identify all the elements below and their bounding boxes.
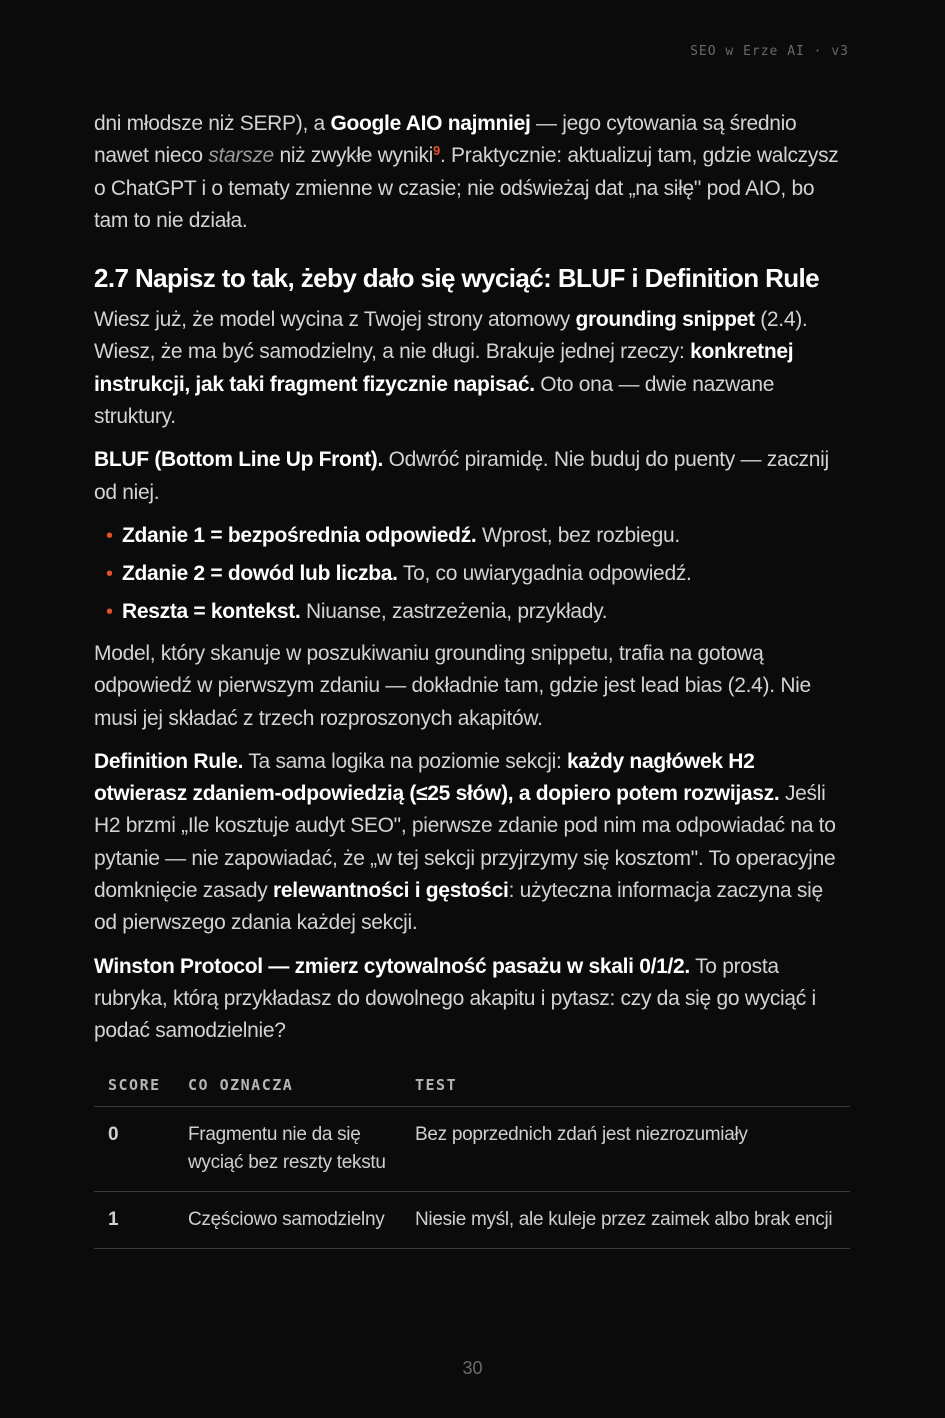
section-heading: 2.7 Napisz to tak, żeby dało się wyciąć: BLUF i Definition Rule <box>94 263 820 294</box>
paragraph-model: Model, który skanuje w poszukiwaniu grounding snippetu, trafia na gotową odpowiedź w pierwszym zdaniu — dokładnie tam, gdzie jest lead bias (2.4). Nie musi jej składać z trzech rozproszonych akapitów. <box>94 641 811 730</box>
score-cell: 1 <box>94 1191 174 1248</box>
page-content <box>94 108 850 1249</box>
table-header-row <box>94 1076 850 1107</box>
paragraph-definition-rule: Definition Rule. Ta sama logika na poziomie sekcji: każdy nagłówek H2 otwierasz zdaniem-odpowiedzią (≤25 słów), a dopiero potem rozwijasz. Jeśli H2 brzmi „Ile kosztuje audyt SEO", pierwsze zdanie pod nim ma odpowiadać na to pytanie — nie zapowiadać, że „w tej sekcji przyjrzymy się kosztom". To operacyjne domknięcie zasady relewantności i gęstości: użyteczna informacja zaczyna się od pierwszego zdania każdej sekcji. <box>94 749 836 935</box>
score-cell: 0 <box>94 1106 174 1191</box>
paragraph-winston: Winston Protocol — zmierz cytowalność pasażu w skali 0/1/2. To prosta rubryka, którą przykładasz do dowolnego akapitu i pytasz: czy da się go wyciąć i podać samodzielnie? <box>94 954 816 1043</box>
list-item: • Zdanie 2 = dowód lub liczba. To, co uwiarygadnia odpowiedź. <box>106 558 850 590</box>
intro-paragraph: dni młodsze niż SERP), a Google AIO najmniej — jego cytowania są średnio nawet nieco starsze niż zwykłe wyniki$^9$. Praktycznie: aktualizuj tam, gdzie walczysz o ChatGPT i o tematy zmienne w czasie; nie odświeżaj dat „na siłę" pod AIO, bo tam to nie działa. <box>94 112 839 232</box>
column-header-meaning: CO OZNACZA <box>174 1076 401 1107</box>
bullet-icon: • <box>106 562 113 585</box>
bluf-list <box>106 520 850 628</box>
test-cell: Bez poprzednich zdań jest niezrozumiały <box>401 1106 850 1191</box>
bullet-icon: • <box>106 600 113 623</box>
page-number: 30 <box>462 1358 483 1378</box>
table-row <box>94 1191 850 1248</box>
footnote-marker[interactable]: 9 <box>433 143 440 159</box>
table-row <box>94 1106 850 1191</box>
test-cell: Niesie myśl, ale kuleje przez zaimek albo brak encji <box>401 1191 850 1248</box>
column-header-score: SCORE <box>94 1076 174 1107</box>
bullet-icon: • <box>106 524 113 547</box>
meaning-cell: Częściowo samodzielny <box>174 1191 401 1248</box>
meaning-cell: Fragmentu nie da się wyciąć bez reszty tekstu <box>174 1106 401 1191</box>
paragraph-grounding: Wiesz już, że model wycina z Twojej strony atomowy grounding snippet (2.4). Wiesz, że ma być samodzielny, a nie długi. Brakuje jednej rzeczy: konkretnej instrukcji, jak taki fragment fizycznie napisać. Oto ona — dwie nazwane struktury. <box>94 308 808 429</box>
list-item: • Reszta = kontekst. Niuanse, zastrzeżenia, przykłady. <box>106 596 850 628</box>
list-item: • Zdanie 1 = bezpośrednia odpowiedź. Wprost, bez rozbiegu. <box>106 520 850 552</box>
score-table <box>94 1076 850 1249</box>
paragraph-bluf: BLUF (Bottom Line Up Front). Odwróć piramidę. Nie buduj do puenty — zacznij od niej. <box>94 448 829 504</box>
column-header-test: TEST <box>401 1076 850 1107</box>
running-header: SEO w Erze AI · v3 <box>690 44 849 59</box>
